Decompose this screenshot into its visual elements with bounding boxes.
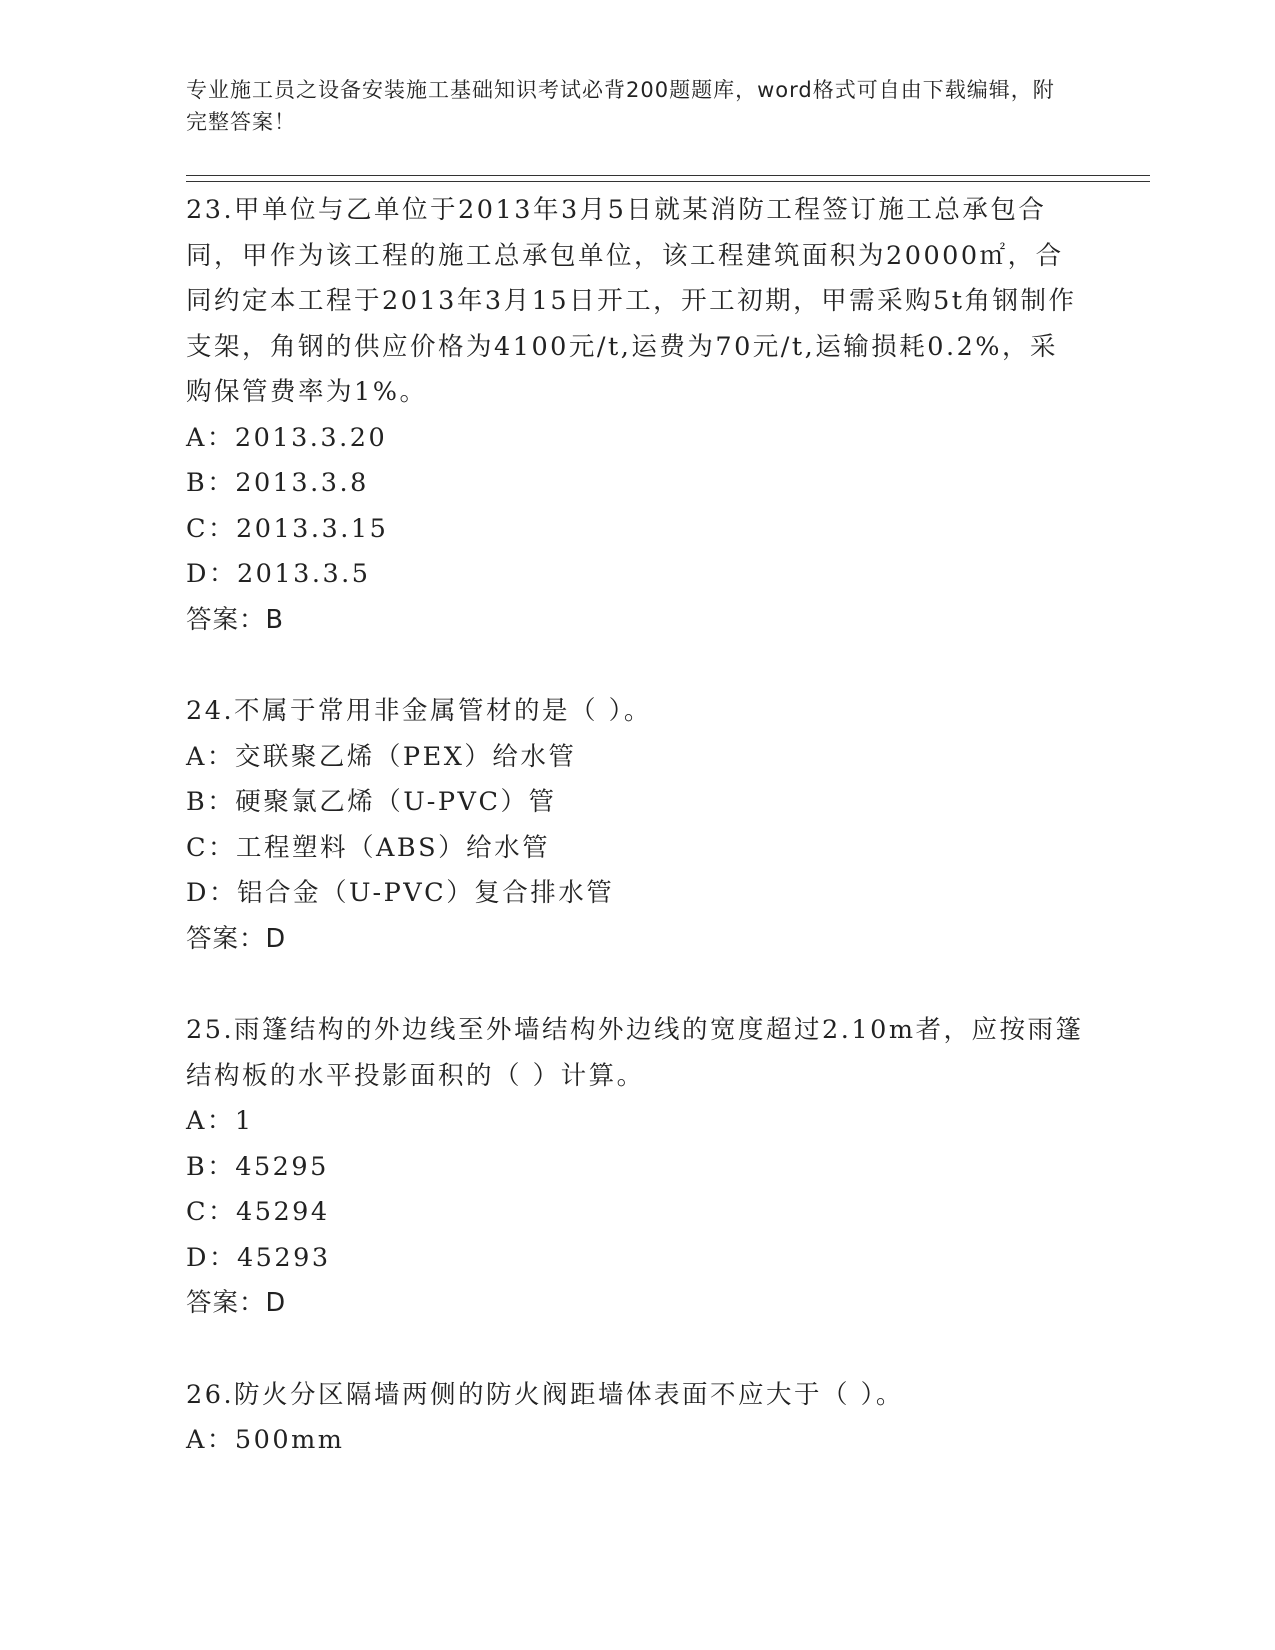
question-text: 26.防火分区隔墙两侧的防火阀距墙体表面不应大于（ ）。 [186, 1379, 904, 1410]
option-list [186, 416, 1086, 598]
question-list [186, 188, 1086, 1510]
question-text: 23.甲单位与乙单位于2013年3月5日就某消防工程签订施工总承包合同，甲作为该工程的施工总承包单位，该工程建筑面积为20000㎡，合同约定本工程于2013年3月15日开工，开工初期，甲需采购5t角钢制作支架，角钢的供应价格为4100元/t,运费为70元/t,运输损耗0.2%，采购保管费率为1%。 [186, 195, 1077, 407]
header-divider-top [186, 175, 1150, 176]
header-divider-bottom [186, 181, 1150, 182]
document-header: 专业施工员之设备安装施工基础知识考试必背200题题库，word格式可自由下载编辑，附完整答案！ [186, 78, 1055, 134]
question-23 [186, 188, 1086, 643]
option-b: B：2013.3.8 [186, 468, 369, 498]
answer-line: 答案：D [186, 1288, 287, 1318]
option-list [186, 1099, 1086, 1281]
question-24 [186, 689, 1086, 962]
option-a: A：1 [186, 1106, 254, 1136]
option-c: C：45294 [186, 1197, 330, 1227]
option-d: D：45293 [186, 1242, 331, 1273]
question-text: 24.不属于常用非金属管材的是（ ）。 [186, 696, 652, 726]
option-a: A：2013.3.20 [186, 422, 388, 453]
option-c: C：工程塑料（ABS）给水管 [186, 832, 551, 863]
question-26 [186, 1373, 1086, 1464]
option-list [186, 735, 1086, 917]
question-25 [186, 1008, 1086, 1327]
option-d: D：铝合金（U-PVC）复合排水管 [186, 878, 615, 908]
option-b: B：45295 [186, 1151, 329, 1182]
option-list [186, 1418, 1086, 1464]
option-a: A：交联聚乙烯（PEX）给水管 [186, 741, 577, 772]
option-c: C：2013.3.15 [186, 513, 389, 544]
option-a: A：500mm [186, 1425, 345, 1455]
option-d: D：2013.3.5 [186, 559, 371, 589]
option-b: B：硬聚氯乙烯（U-PVC）管 [186, 787, 557, 817]
answer-line: 答案：B [186, 604, 284, 635]
question-text: 25.雨篷结构的外边线至外墙结构外边线的宽度超过2.10m者，应按雨篷结构板的水平投影面积的（ ）计算。 [186, 1015, 1084, 1091]
answer-line: 答案：D [186, 923, 287, 954]
